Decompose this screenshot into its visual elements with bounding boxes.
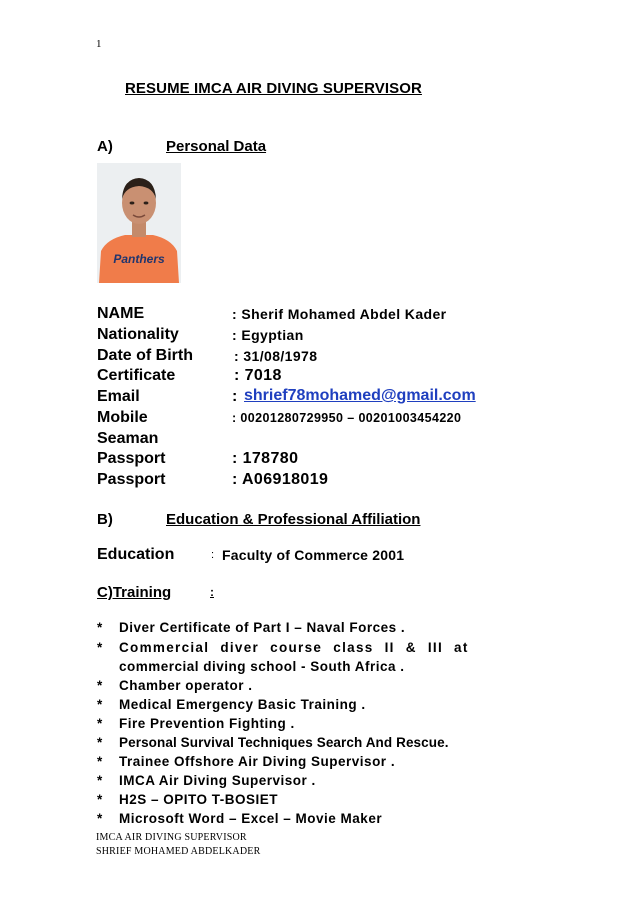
training-item: * Diver Certificate of Part I – Naval Forces . — [97, 620, 406, 635]
profile-photo-image — [97, 163, 181, 283]
passport-label: Passport — [97, 471, 166, 488]
training-item: * Trainee Offshore Air Diving Supervisor . — [97, 754, 396, 769]
bullet: * — [97, 773, 103, 788]
training-item: * Commercial diver course class II & III at — [97, 640, 469, 655]
training-item: * IMCA Air Diving Supervisor . — [97, 773, 316, 788]
bullet: * — [97, 678, 103, 693]
profile-photo — [97, 163, 181, 283]
name-label: NAME — [97, 305, 145, 322]
training-item: * Medical Emergency Basic Training . — [97, 697, 366, 712]
shirt-logo-text: Panthers — [113, 252, 165, 266]
bullet: * — [97, 754, 103, 769]
bullet: * — [97, 716, 103, 731]
mobile-label: Mobile — [97, 409, 148, 426]
email-colon: : — [232, 388, 238, 405]
bullet: * — [97, 697, 103, 712]
training-item-continued: commercial diving school - South Africa . — [119, 659, 405, 674]
bullet: * — [97, 620, 103, 635]
mobile-value: : 00201280729950 – 00201003454220 — [232, 411, 462, 425]
email-link[interactable]: shrief78mohamed@gmail.com — [244, 387, 476, 404]
certificate-label: Certificate — [97, 367, 176, 384]
training-item: * Chamber operator . — [97, 678, 253, 693]
bullet: * — [97, 735, 103, 750]
section-b-letter: B) — [97, 511, 113, 528]
bullet: * — [97, 811, 103, 826]
seaman-passport-value: : 178780 — [232, 450, 299, 467]
dob-value: : 31/08/1978 — [234, 348, 318, 364]
bullet: * — [97, 792, 103, 807]
footer-line-2: SHRIEF MOHAMED ABDELKADER — [96, 846, 261, 857]
training-item: * Microsoft Word – Excel – Movie Maker — [97, 811, 383, 826]
document-title: RESUME IMCA AIR DIVING SUPERVISOR — [125, 80, 422, 97]
seaman-label: Seaman — [97, 430, 159, 447]
section-a-title: Personal Data — [166, 138, 267, 155]
training-item: * Fire Prevention Fighting . — [97, 716, 295, 731]
bullet: * — [97, 640, 104, 655]
section-c-colon: : — [210, 585, 214, 599]
section-b-title: Education & Professional Affiliation — [166, 511, 421, 528]
passport-value: : A06918019 — [232, 471, 329, 488]
certificate-value: : 7018 — [234, 367, 282, 384]
seaman-passport-label: Passport — [97, 450, 166, 467]
page-number: 1 — [96, 38, 102, 50]
training-item: * H2S – OPITO T-BOSIET — [97, 792, 279, 807]
nationality-label: Nationality — [97, 326, 179, 343]
section-a-letter: A) — [97, 138, 113, 155]
footer-line-1: IMCA AIR DIVING SUPERVISOR — [96, 832, 247, 843]
education-colon: : — [211, 549, 215, 561]
dob-label: Date of Birth — [97, 347, 193, 364]
section-c-title: C)Training — [97, 584, 172, 601]
education-label: Education — [97, 546, 175, 563]
email-label: Email — [97, 388, 140, 405]
nationality-value: : Egyptian — [232, 327, 304, 343]
name-value: : Sherif Mohamed Abdel Kader — [232, 306, 447, 322]
education-value: Faculty of Commerce 2001 — [222, 547, 405, 563]
training-item: * Personal Survival Techniques Search And Rescue. — [97, 735, 449, 750]
